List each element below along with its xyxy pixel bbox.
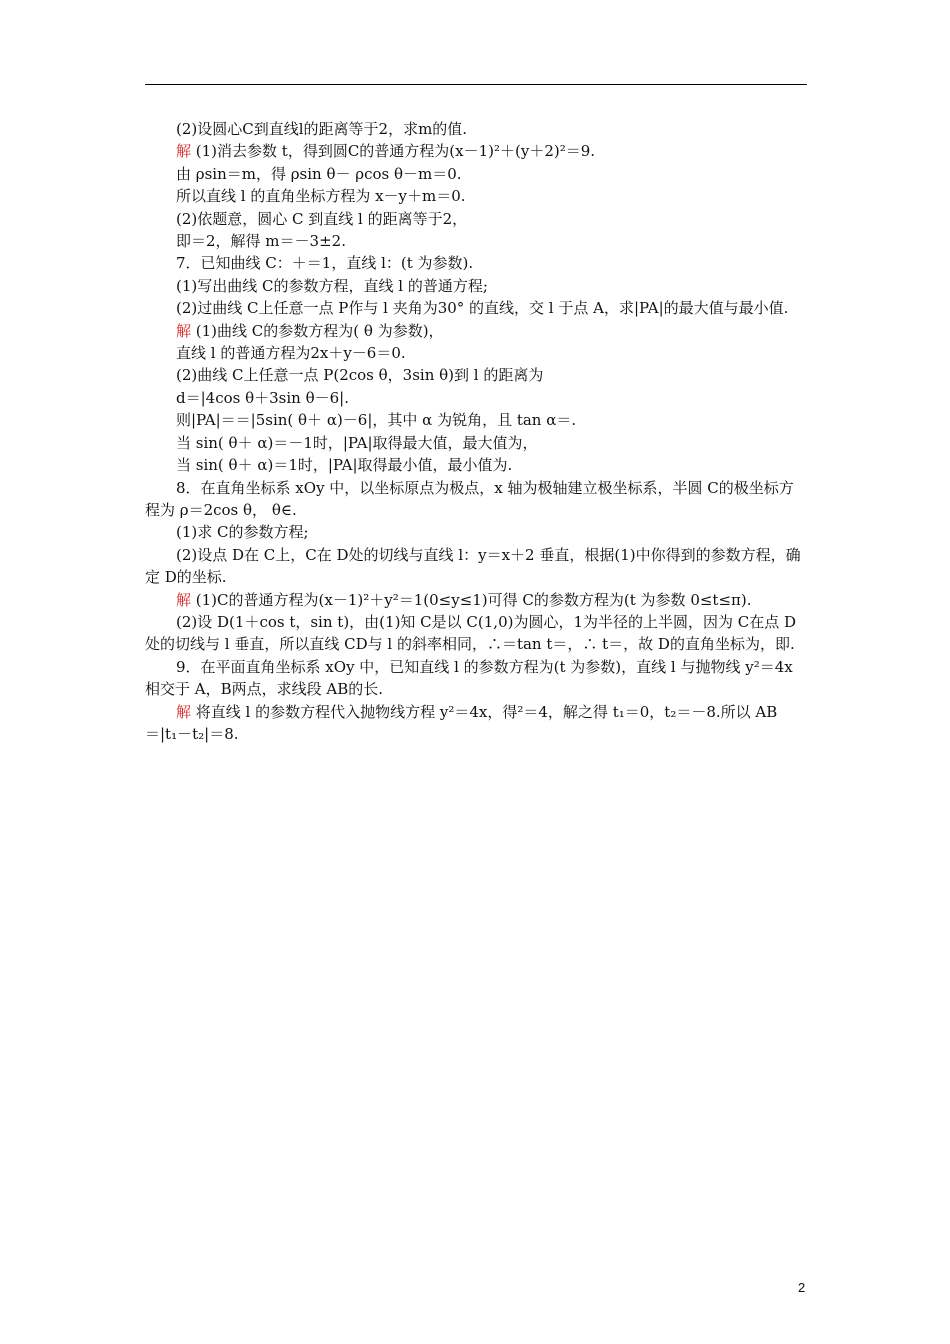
paragraph bbox=[145, 432, 807, 454]
paragraph-text: (2)曲线 C上任意一点 P(2cos θ，3sin θ)到 l 的距离为 bbox=[176, 366, 544, 385]
solution-paragraph bbox=[145, 701, 807, 746]
paragraph bbox=[145, 364, 807, 386]
paragraph-text: 由 ρsin＝m，得 ρsin θ－ ρcos θ－m＝0. bbox=[176, 164, 462, 183]
paragraph-text: (2)过曲线 C上任意一点 P作与 l 夹角为30° 的直线，交 l 于点 A，求|PA|的最大值与最小值. bbox=[176, 299, 789, 318]
solution-label: 解 bbox=[176, 702, 192, 721]
question-8 bbox=[145, 477, 807, 522]
solution-paragraph bbox=[145, 589, 807, 611]
paragraph-text: 9．在平面直角坐标系 xOy 中，已知直线 l 的参数方程为(t 为参数)，直线 l 与抛物线 y²＝4x 相交于 A，B两点，求线段 AB的长. bbox=[145, 657, 793, 699]
paragraph bbox=[145, 544, 807, 589]
solution-label: 解 bbox=[176, 142, 192, 161]
question-7 bbox=[145, 252, 807, 274]
paragraph bbox=[145, 454, 807, 476]
paragraph-text: (1)C的普通方程为(x－1)²＋y²＝1(0≤y≤1)可得 C的参数方程为(t 为参数 0≤t≤π). bbox=[191, 590, 752, 609]
paragraph-text: 当 sin( θ＋ α)＝－1时，|PA|取得最大值，最大值为， bbox=[176, 433, 538, 452]
paragraph-text: (2)设圆心C到直线l的距离等于2，求m的值. bbox=[176, 120, 468, 138]
paragraph-text: 当 sin( θ＋ α)＝1时，|PA|取得最小值，最小值为. bbox=[176, 456, 513, 475]
paragraph bbox=[145, 275, 807, 297]
header-rule bbox=[145, 84, 807, 85]
solution-paragraph bbox=[145, 140, 807, 162]
paragraph bbox=[145, 342, 807, 364]
paragraph bbox=[145, 409, 807, 431]
page-number: 2 bbox=[798, 1280, 806, 1295]
paragraph bbox=[145, 163, 807, 185]
paragraph bbox=[145, 297, 807, 319]
solution-label: 解 bbox=[176, 321, 192, 340]
paragraph-text: (1)消去参数 t，得到圆C的普通方程为(x－1)²＋(y＋2)²＝9. bbox=[191, 142, 596, 161]
paragraph bbox=[145, 208, 807, 230]
paragraph-text: (2)设 D(1＋cos t，sin t)，由(1)知 C是以 C(1,0)为圆心，1为半径的上半圆，因为 C在点 D处的切线与 l 垂直，所以直线 CD与 l 的斜率相同，∴＝tan t＝，∴ t＝，故 D的直角坐标为，即. bbox=[145, 612, 797, 654]
paragraph-text: 即＝2，解得 m＝－3±2. bbox=[176, 232, 346, 251]
paragraph bbox=[145, 611, 807, 656]
solution-label: 解 bbox=[176, 590, 192, 609]
paragraph-text: (2)设点 D在 C上，C在 D处的切线与直线 l：y＝x＋2 垂直，根据(1)中你得到的参数方程，确定 D的坐标. bbox=[145, 545, 801, 587]
question-9 bbox=[145, 656, 807, 701]
paragraph-text: d＝|4cos θ＋3sin θ－6|. bbox=[176, 388, 349, 407]
document-body bbox=[145, 118, 807, 745]
paragraph bbox=[145, 118, 807, 140]
paragraph-text: 8．在直角坐标系 xOy 中，以坐标原点为极点，x 轴为极轴建立极坐标系，半圆 C的极坐标方程为 ρ＝2cos θ， θ∈. bbox=[145, 478, 794, 519]
paragraph bbox=[145, 387, 807, 409]
paragraph bbox=[145, 230, 807, 252]
paragraph-text: (1)写出曲线 C的参数方程，直线 l 的普通方程; bbox=[176, 276, 488, 295]
paragraph-text: (2)依题意，圆心 C 到直线 l 的距离等于2， bbox=[176, 209, 468, 228]
paragraph-text: 则|PA|＝＝|5sin( θ＋ α)－6|，其中 α 为锐角，且 tan α＝. bbox=[176, 411, 577, 430]
paragraph-text: 直线 l 的普通方程为2x＋y－6＝0. bbox=[176, 344, 406, 363]
solution-paragraph bbox=[145, 320, 807, 342]
paragraph-text: (1)求 C的参数方程; bbox=[176, 523, 309, 542]
paragraph-text: 7．已知曲线 C：＋＝1，直线 l：(t 为参数). bbox=[176, 254, 474, 273]
paragraph bbox=[145, 521, 807, 543]
paragraph-text: 将直线 l 的参数方程代入抛物线方程 y²＝4x，得²＝4，解之得 t₁＝0，t₂＝－8.所以 AB＝|t₁－t₂|＝8. bbox=[145, 702, 778, 743]
paragraph-text: 所以直线 l 的直角坐标方程为 x－y＋m＝0. bbox=[176, 187, 466, 206]
paragraph-text: (1)曲线 C的参数方程为( θ 为参数)， bbox=[191, 321, 444, 340]
paragraph bbox=[145, 185, 807, 207]
